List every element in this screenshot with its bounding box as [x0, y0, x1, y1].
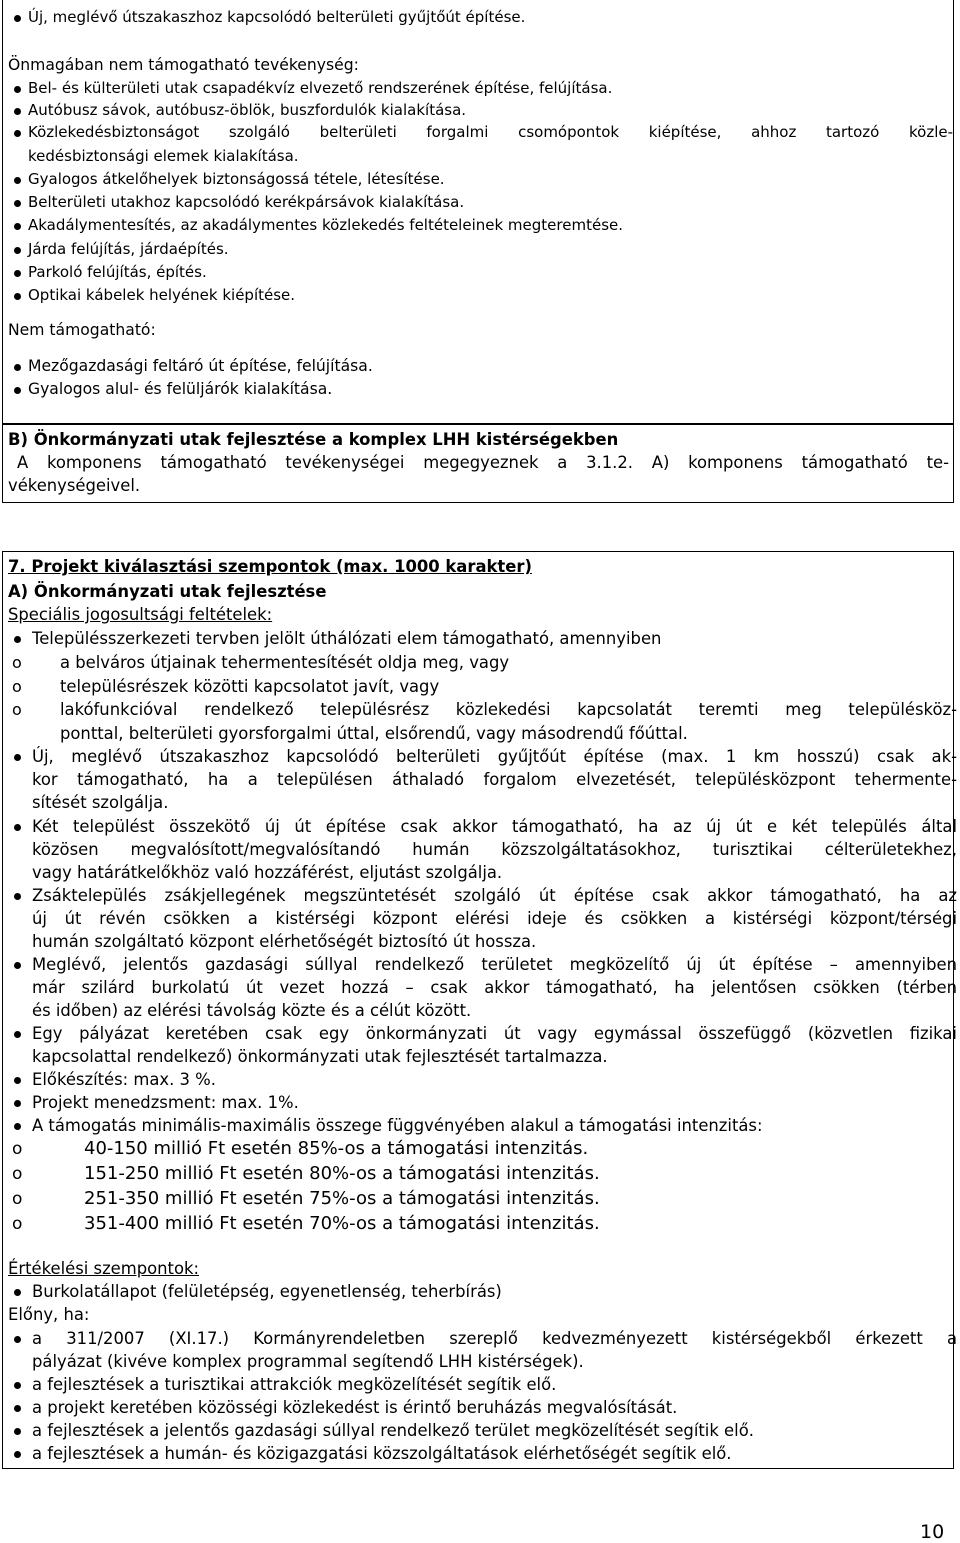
list-item: Parkoló felújítás, építés. — [28, 263, 207, 281]
bullet-icon — [14, 1451, 21, 1458]
section-7-title: 7. Projekt kiválasztási szempontok (max. 1000 karakter) — [8, 557, 532, 576]
circle-bullet-icon: o — [12, 677, 22, 696]
list-item: a fejlesztések a jelentős gazdasági súllyal rendelkező terület megközelítését segítik elő. — [32, 1421, 754, 1440]
sub-item-continuation: ponttal, belterületi gyorsforgalmi úttal, elsőrendű, vagy másodrendű főúttal. — [60, 724, 688, 743]
list-item-continuation: új út révén csökken a kistérségi központ elérési ideje és csökken a kistérségi központ/térségi — [32, 909, 957, 928]
circle-bullet-icon: o — [12, 1214, 23, 1234]
bullet-icon — [14, 1336, 21, 1343]
list-item-continuation: humán szolgáltató központ elérhetőségét biztosító út hossza. — [32, 932, 537, 951]
bullet-icon — [14, 1077, 21, 1084]
elony-heading: Előny, ha: — [8, 1305, 90, 1324]
list-item: a 311/2007 (XI.17.) Kormányrendeletben szereplő kedvezményezett kistérségekből érkezett a — [32, 1329, 957, 1348]
circle-bullet-icon: o — [12, 1139, 23, 1159]
section-7-box — [2, 551, 957, 1469]
bullet-icon — [14, 962, 21, 969]
list-item-continuation: közösen megvalósított/megvalósítandó humán közszolgáltatásokhoz, turisztikai célterületekhez, — [32, 840, 957, 859]
bullet-icon — [14, 1123, 21, 1130]
onmagaban-heading: Önmagában nem támogatható tevékenység: — [8, 56, 359, 74]
list-item: a fejlesztések a humán- és közigazgatási közszolgáltatások elérhetőségét segítik elő. — [32, 1444, 732, 1463]
list-item: Közlekedésbiztonságot szolgáló belterületi forgalmi csomópontok kiépítése, ahhoz tartozó közle- — [28, 123, 953, 141]
list-item-continuation: pályázat (kivéve komplex programmal segítendő LHH kistérségek). — [32, 1352, 584, 1371]
list-item: Járda felújítás, járdaépítés. — [28, 240, 229, 258]
section-b-title: B) Önkormányzati utak fejlesztése a komplex LHH kistérségekben — [8, 430, 619, 449]
list-item: Zsáktelepülés zsákjellegének megszüntetését szolgáló út építése csak akkor támogatható, ha az — [32, 886, 957, 905]
bullet-icon — [14, 270, 21, 277]
list-item: Új, meglévő útszakaszhoz kapcsolódó belterületi gyűjtőút építése (max. 1 km hosszú) csak ak- — [32, 747, 957, 766]
bullet-icon — [14, 824, 21, 831]
list-item-continuation: és időben) az elérési távolság közte és a célút között. — [32, 1001, 472, 1020]
bullet-icon — [14, 223, 21, 230]
intensity-item: 151-250 millió Ft esetén 80%-os a támogatási intenzitás. — [84, 1163, 600, 1184]
bullet-icon — [14, 1405, 21, 1412]
list-item-continuation: vagy határátkelőkhöz való hozzáférést, eljutást szolgálja. — [32, 863, 503, 882]
intensity-item: 251-350 millió Ft esetén 75%-os a támogatási intenzitás. — [84, 1188, 600, 1209]
list-item: Autóbusz sávok, autóbusz-öblök, buszfordulók kialakítása. — [28, 101, 467, 119]
bullet-icon — [14, 247, 21, 254]
list-item: Egy pályázat keretében csak egy önkormányzati út vagy egymással összefüggő (közvetlen fizikai — [32, 1024, 957, 1043]
nem-tamogathato-heading: Nem támogatható: — [8, 321, 156, 339]
bullet-icon — [14, 1289, 21, 1296]
list-item-continuation: sítését szolgálja. — [32, 793, 169, 812]
eval-heading: Értékelési szempontok: — [8, 1259, 200, 1278]
circle-bullet-icon: o — [12, 653, 22, 672]
section-7-subtitle: A) Önkormányzati utak fejlesztése — [8, 582, 327, 601]
bullet-icon — [14, 893, 21, 900]
section-a-box — [2, 0, 954, 424]
sub-item: településrészek közötti kapcsolatot javít, vagy — [60, 677, 440, 696]
list-item-continuation: már szilárd burkolatú út vezet hozzá – csak akkor támogatható, ha jelentősen csökken (térben — [32, 978, 957, 997]
list-item-continuation: kapcsolattal rendelkező) önkormányzati utak fejlesztését tartalmazza. — [32, 1047, 608, 1066]
bullet-icon — [14, 636, 21, 643]
bullet-icon — [14, 130, 21, 137]
bullet-icon — [14, 754, 21, 761]
list-item: Gyalogos átkelőhelyek biztonságossá tétele, létesítése. — [28, 170, 445, 188]
list-item: Projekt menedzsment: max. 1%. — [32, 1093, 299, 1112]
bullet-icon — [14, 1031, 21, 1038]
bullet-icon — [14, 200, 21, 207]
list-item: Új, meglévő útszakaszhoz kapcsolódó belterületi gyűjtőút építése. — [28, 8, 526, 26]
list-item: Gyalogos alul- és felüljárók kialakítása. — [28, 380, 333, 398]
list-item-continuation: kor támogatható, ha a településen áthaladó forgalom elvezetését, településközpont tehermente- — [32, 770, 957, 789]
circle-bullet-icon: o — [12, 700, 22, 719]
bullet-icon — [14, 387, 21, 394]
sub-item: a belváros útjainak tehermentesítését oldja meg, vagy — [60, 653, 510, 672]
bullet-icon — [14, 15, 21, 22]
bullet-icon — [14, 293, 21, 300]
list-item: Meglévő, jelentős gazdasági súllyal rendelkező területet megközelítő új út építése – amennyiben — [32, 955, 957, 974]
list-item: Két települést összekötő új út építése csak akkor támogatható, ha az új út e két település által — [32, 817, 957, 836]
list-item: Előkészítés: max. 3 %. — [32, 1070, 216, 1089]
bullet-icon — [14, 1100, 21, 1107]
bullet-icon — [14, 1382, 21, 1389]
list-item-continuation: kedésbiztonsági elemek kialakítása. — [28, 147, 299, 165]
list-item: Optikai kábelek helyének kiépítése. — [28, 286, 296, 304]
sub-item: lakófunkcióval rendelkező településrész közlekedési kapcsolatát teremti meg településköz- — [60, 700, 957, 719]
list-item: Településszerkezeti tervben jelölt úthálózati elem támogatható, amennyiben — [32, 629, 662, 648]
section-b-line: vékenységeivel. — [8, 476, 141, 495]
circle-bullet-icon: o — [12, 1164, 23, 1184]
intensity-item: 40-150 millió Ft esetén 85%-os a támogatási intenzitás. — [84, 1138, 589, 1159]
list-item: Akadálymentesítés, az akadálymentes közlekedés feltételeinek megteremtése. — [28, 216, 624, 234]
list-item: a fejlesztések a turisztikai attrakciók megközelítését segítik elő. — [32, 1375, 557, 1394]
list-item: A támogatás minimális-maximális összege függvényében alakul a támogatási intenzitás: — [32, 1116, 763, 1135]
special-heading: Speciális jogosultsági feltételek: — [8, 605, 273, 624]
bullet-icon — [14, 108, 21, 115]
list-item: Mezőgazdasági feltáró út építése, felújítása. — [28, 357, 373, 375]
circle-bullet-icon: o — [12, 1189, 23, 1209]
bullet-icon — [14, 86, 21, 93]
bullet-icon — [14, 1428, 21, 1435]
list-item: Belterületi utakhoz kapcsolódó kerékpársávok kialakítása. — [28, 193, 465, 211]
list-item: a projekt keretében közösségi közlekedést is érintő beruházás megvalósítását. — [32, 1398, 678, 1417]
bullet-icon — [14, 177, 21, 184]
section-b-box — [2, 424, 954, 503]
bullet-icon — [14, 364, 21, 371]
page-number: 10 — [920, 1521, 945, 1543]
list-item: Burkolatállapot (felületépség, egyenetlenség, teherbírás) — [32, 1282, 502, 1301]
section-b-line: A komponens támogatható tevékenységei megegyeznek a 3.1.2. A) komponens támogatható te- — [17, 453, 949, 472]
list-item: Bel- és külterületi utak csapadékvíz elvezető rendszerének építése, felújítása. — [28, 79, 613, 97]
intensity-item: 351-400 millió Ft esetén 70%-os a támogatási intenzitás. — [84, 1213, 600, 1234]
